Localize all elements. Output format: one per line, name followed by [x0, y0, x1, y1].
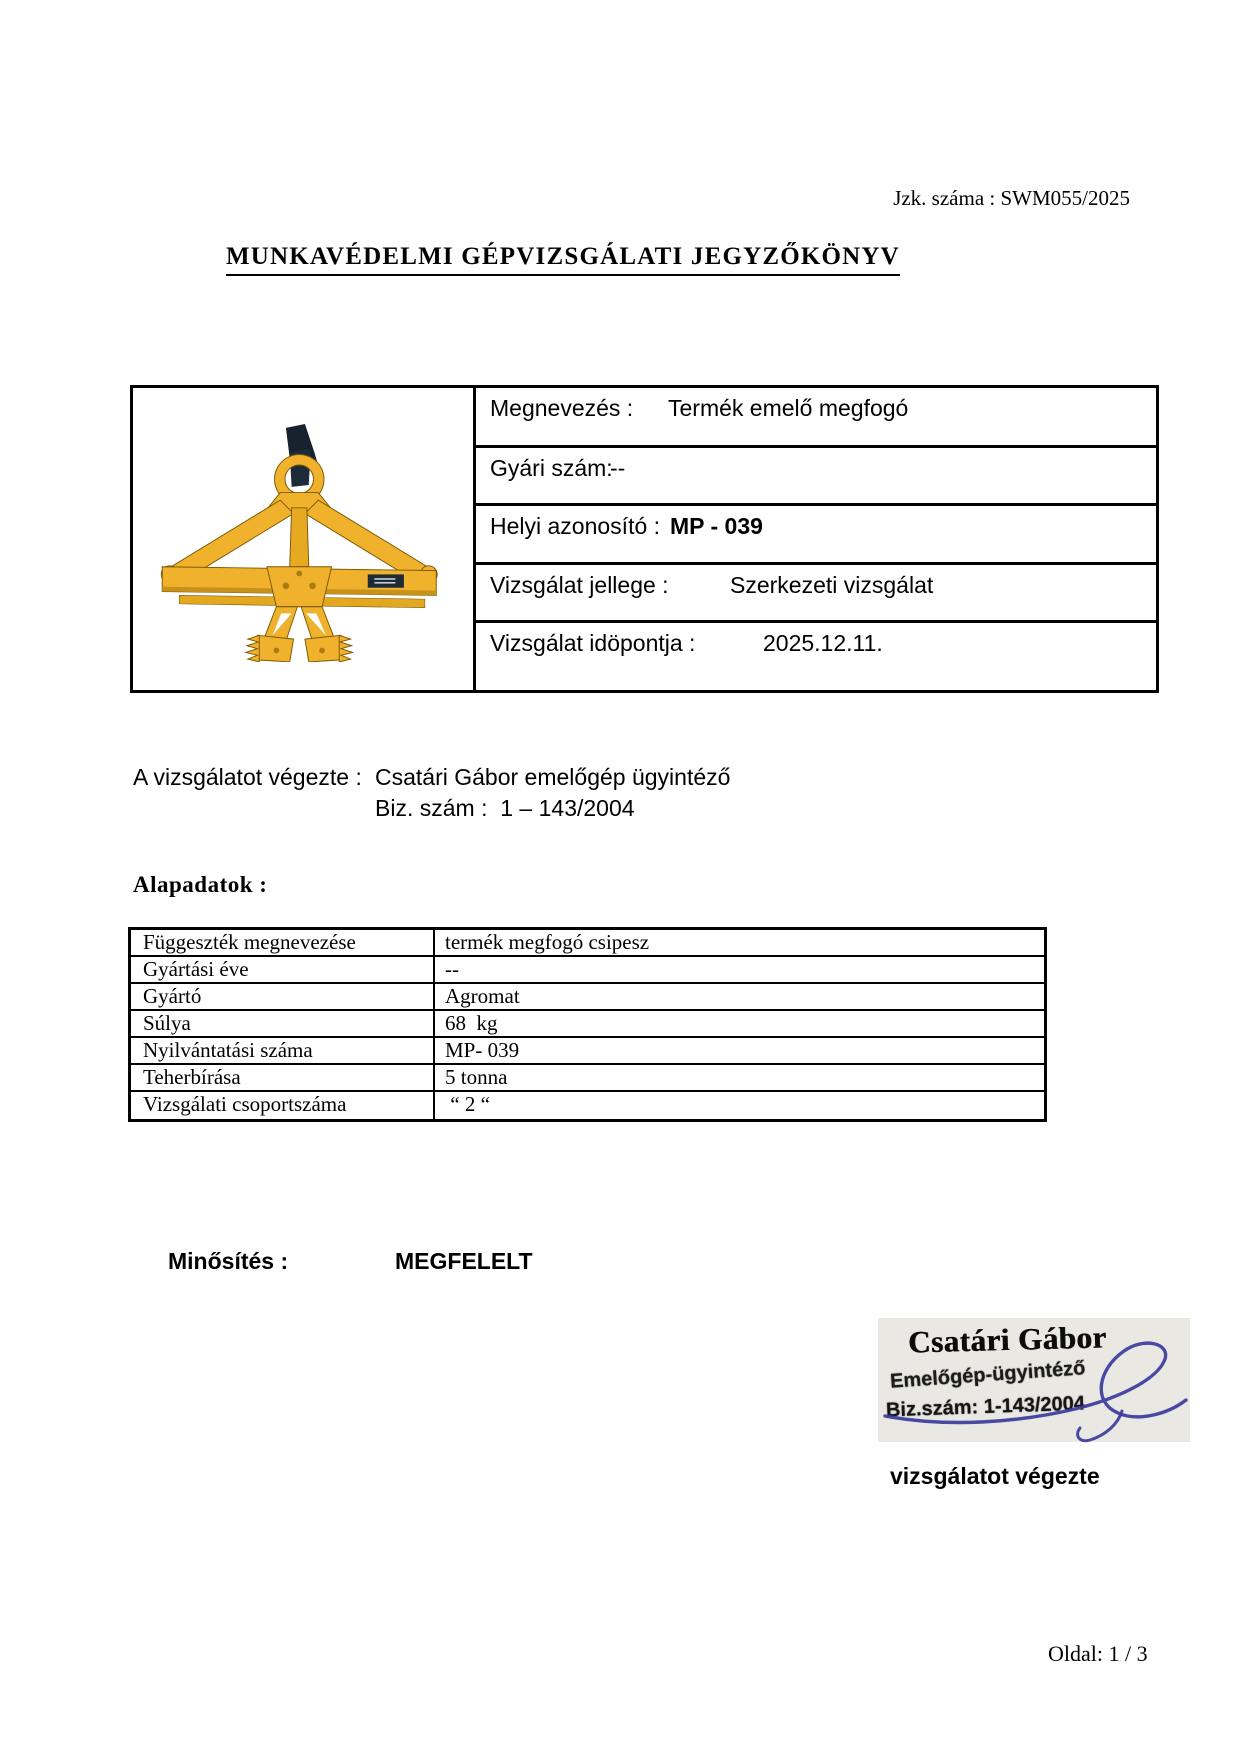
table-row — [131, 1092, 1044, 1119]
machine-identification-table — [130, 385, 1159, 693]
field-value: -- — [445, 957, 459, 981]
stamp-role: Emelőgép-ügyintéző — [889, 1357, 1087, 1393]
field-value: Agromat — [445, 984, 520, 1008]
basic-data-table — [128, 927, 1047, 1122]
table-row — [476, 448, 1156, 506]
inspector-stamp — [878, 1318, 1190, 1442]
field-value: “ 2 “ — [445, 1092, 490, 1116]
stamp-name: Csatári Gábor — [907, 1319, 1107, 1360]
signature-caption: vizsgálatot végezte — [890, 1463, 1100, 1489]
document-title: MUNKAVÉDELMI GÉPVIZSGÁLATI JEGYZŐKÖNYV — [226, 243, 900, 276]
beam-label — [368, 574, 404, 587]
examiner-license: Biz. szám : 1 – 143/2004 — [375, 795, 635, 821]
field-value: termék megfogó csipesz — [445, 930, 650, 954]
table-row — [131, 1065, 1044, 1092]
field-label: Gyártási éve — [131, 957, 435, 982]
table-row — [131, 957, 1044, 984]
field-label: Nyilvántatási száma — [131, 1038, 435, 1063]
table-row — [131, 1038, 1044, 1065]
field-label: Gyári szám: — [490, 455, 613, 481]
table-row — [476, 623, 1156, 690]
field-value: 2025.12.11. — [763, 630, 883, 656]
machine-photo — [147, 424, 461, 662]
machine-data-cell — [476, 388, 1156, 690]
machine-photo-cell — [133, 388, 476, 690]
qualification-label: Minősítés : — [168, 1248, 289, 1274]
journal-number: Jzk. száma : SWM055/2025 — [893, 186, 1130, 210]
left-teeth — [246, 635, 259, 662]
field-label: Vizsgálat jellege : — [490, 572, 669, 598]
table-row — [131, 1011, 1044, 1038]
page-number: Oldal: 1 / 3 — [1048, 1641, 1148, 1666]
field-label: Vizsgálati csoportszáma — [131, 1092, 435, 1119]
table-row — [476, 388, 1156, 448]
field-value: 5 tonna — [445, 1065, 508, 1089]
field-label: Súlya — [131, 1011, 435, 1036]
field-value: Termék emelő megfogó — [668, 395, 909, 421]
examiner-label: A vizsgálatot végezte : — [133, 764, 362, 790]
field-label: Teherbírása — [131, 1065, 435, 1090]
field-label: Megnevezés : — [490, 395, 634, 421]
basic-data-heading: Alapadatok : — [133, 872, 268, 897]
qualification-line — [168, 1248, 533, 1275]
table-row — [476, 506, 1156, 565]
examiner-block — [133, 762, 730, 824]
field-label: Helyi azonosító : — [490, 513, 661, 539]
field-value: MP- 039 — [445, 1038, 520, 1062]
field-label: Vizsgálat idöpontja : — [490, 630, 696, 656]
field-value: MP - 039 — [670, 513, 763, 539]
field-label: Függeszték megnevezése — [131, 930, 435, 955]
field-value: Szerkezeti vizsgálat — [730, 572, 934, 598]
field-value: -- — [610, 455, 626, 481]
examiner-name: Csatári Gábor emelőgép ügyintéző — [375, 764, 731, 790]
table-row — [131, 984, 1044, 1011]
field-value: 68 kg — [445, 1011, 498, 1035]
right-teeth — [339, 635, 352, 662]
table-row — [476, 565, 1156, 623]
table-row — [131, 930, 1044, 957]
field-label: Gyártó — [131, 984, 435, 1009]
stamp-license: Biz.szám: 1-143/2004 — [885, 1392, 1086, 1422]
qualification-value: MEGFELELT — [395, 1248, 533, 1274]
